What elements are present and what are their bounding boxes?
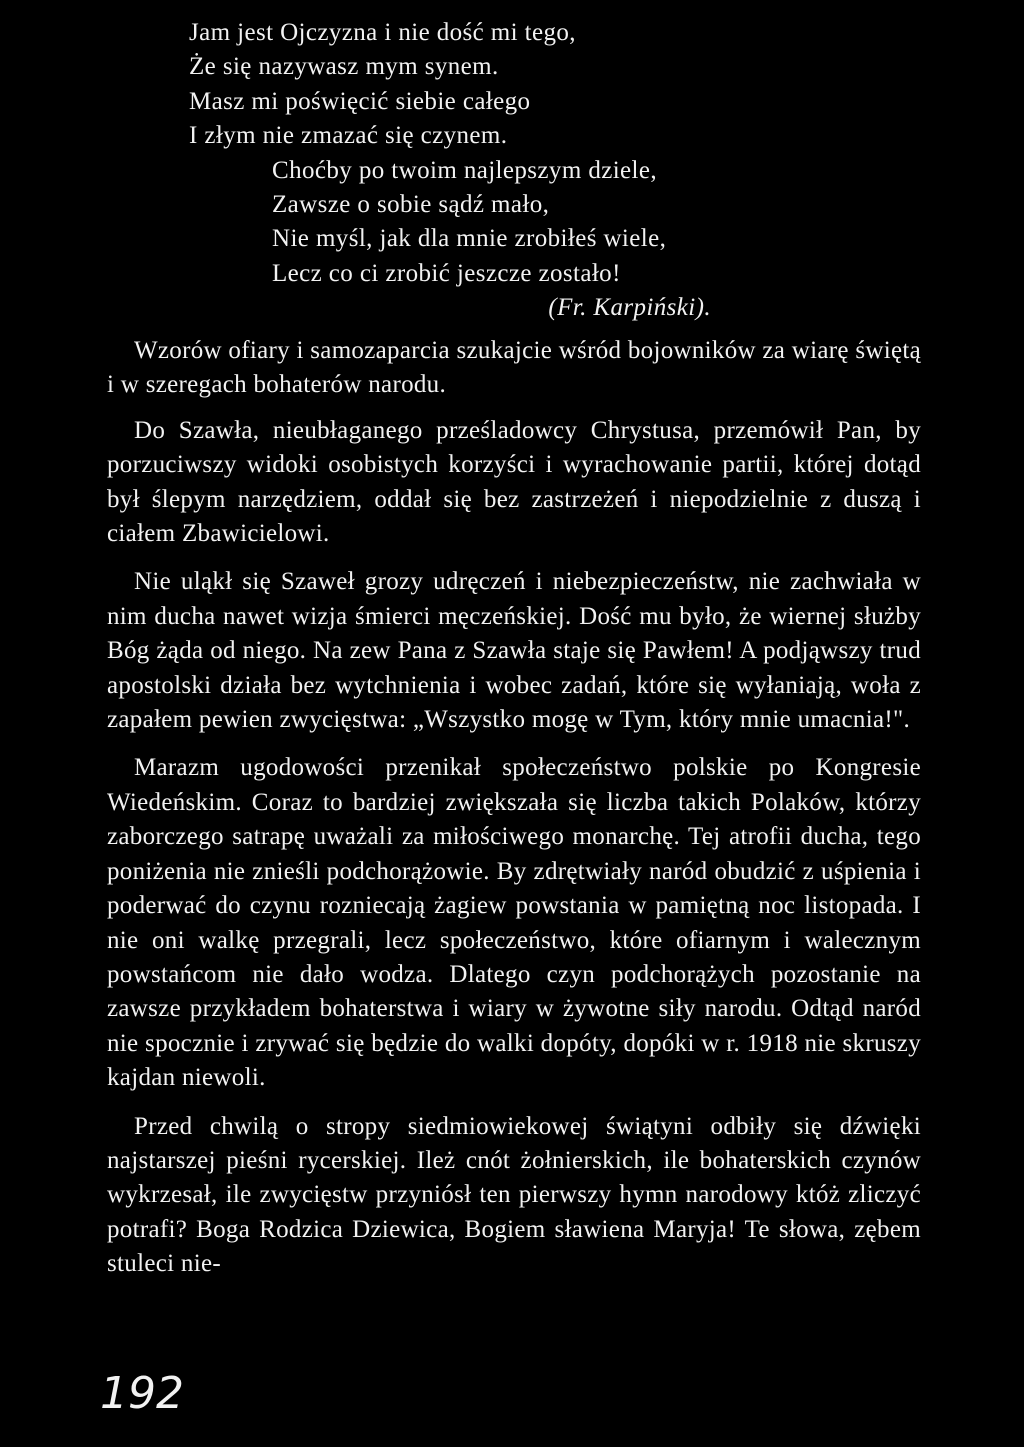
paragraph: Do Szawła, nieubłaganego prześladowcy Chrystusa, przemówił Pan, by porzuciwszy widoki osobistych korzyści i wyrachowanie partii, której dotąd był ślepym narzędziem, oddał się bez zastrzeżeń i niepodzielnie z duszą i ciałem Zbawicielowi.	[107, 416, 921, 548]
poem-line: Zawsze o sobie sądź mało,	[272, 191, 550, 219]
poem-line: Nie myśl, jak dla mnie zrobiłeś wiele,	[272, 225, 667, 253]
poem-line: Jam jest Ojczyzna i nie dość mi tego,	[189, 19, 576, 46]
paragraph: Wzorów ofiary i samozaparcia szukajcie wśród bojowników za wiarę świętą i w szeregach bohaterów narodu.	[107, 337, 921, 399]
poem-stanza	[189, 16, 749, 326]
poem-attribution: (Fr. Karpiński).	[548, 294, 711, 322]
poem-line: Choćby po twoim najlepszym dziele,	[272, 156, 658, 184]
paragraph: Przed chwilą o stropy siedmiowiekowej świątyni odbiły się dźwięki najstarszej pieśni rycerskiej. Ileż cnót żołnierskich, ile bohaterskich czynów wykrzesał, ile zwycięstw przyniósł ten pierwszy hymn narodowy któż zliczyć potrafi? Boga Rodzica Dziewica, Bogiem sławiena Maryja! Te słowa, zębem stuleci nie-	[107, 1112, 921, 1278]
poem-line: Masz mi poświęcić siebie całego	[189, 87, 531, 115]
page-number: 192	[100, 1368, 184, 1419]
poem-line: I złym nie zmazać się czynem.	[189, 122, 508, 150]
poem-line: Że się nazywasz mym synem.	[189, 53, 499, 81]
poem-line: Lecz co ci zrobić jeszcze zostało!	[272, 259, 621, 287]
paragraph: Marazm ugodowości przenikał społeczeństwo polskie po Kongresie Wiedeńskim. Coraz to bardziej zwiększała się liczba takich Polaków, którzy zaborczego satrapę uważali za miłościwego monarchę. Tej atrofii ducha, tego poniżenia nie znieśli podchorążowie. By zdrętwiały naród obudzić z uśpienia i poderwać do czynu rozniecają żagiew powstania w pamiętną noc listopada. I nie oni walkę przegrali, lecz społeczeństwo, które ofiarnym i walecznym powstańcom nie dało wodza. Dlatego czyn podchorążych pozostanie na zawsze przykładem bohaterstwa i wiary w żywotne siły narodu. Odtąd naród nie spocznie i zrywać się będzie do walki dopóty, dopóki w r. 1918 nie skruszy kajdan niewoli.	[107, 754, 921, 1092]
body-text	[107, 334, 921, 1296]
paragraph: Nie uląkł się Szaweł grozy udręczeń i niebezpieczeństw, nie zachwiała w nim ducha nawet wizja śmierci męczeńskiej. Dość mu było, że wiernej służby Bóg żąda od niego. Na zew Pana z Szawła staje się Pawłem! A podjąwszy trud apostolski działa bez wytchnienia i wobec zadań, które się wyłaniają, woła z zapałem pewien zwycięstwa: „Wszystko mogę w Tym, który mnie umacnia!".	[107, 568, 921, 734]
